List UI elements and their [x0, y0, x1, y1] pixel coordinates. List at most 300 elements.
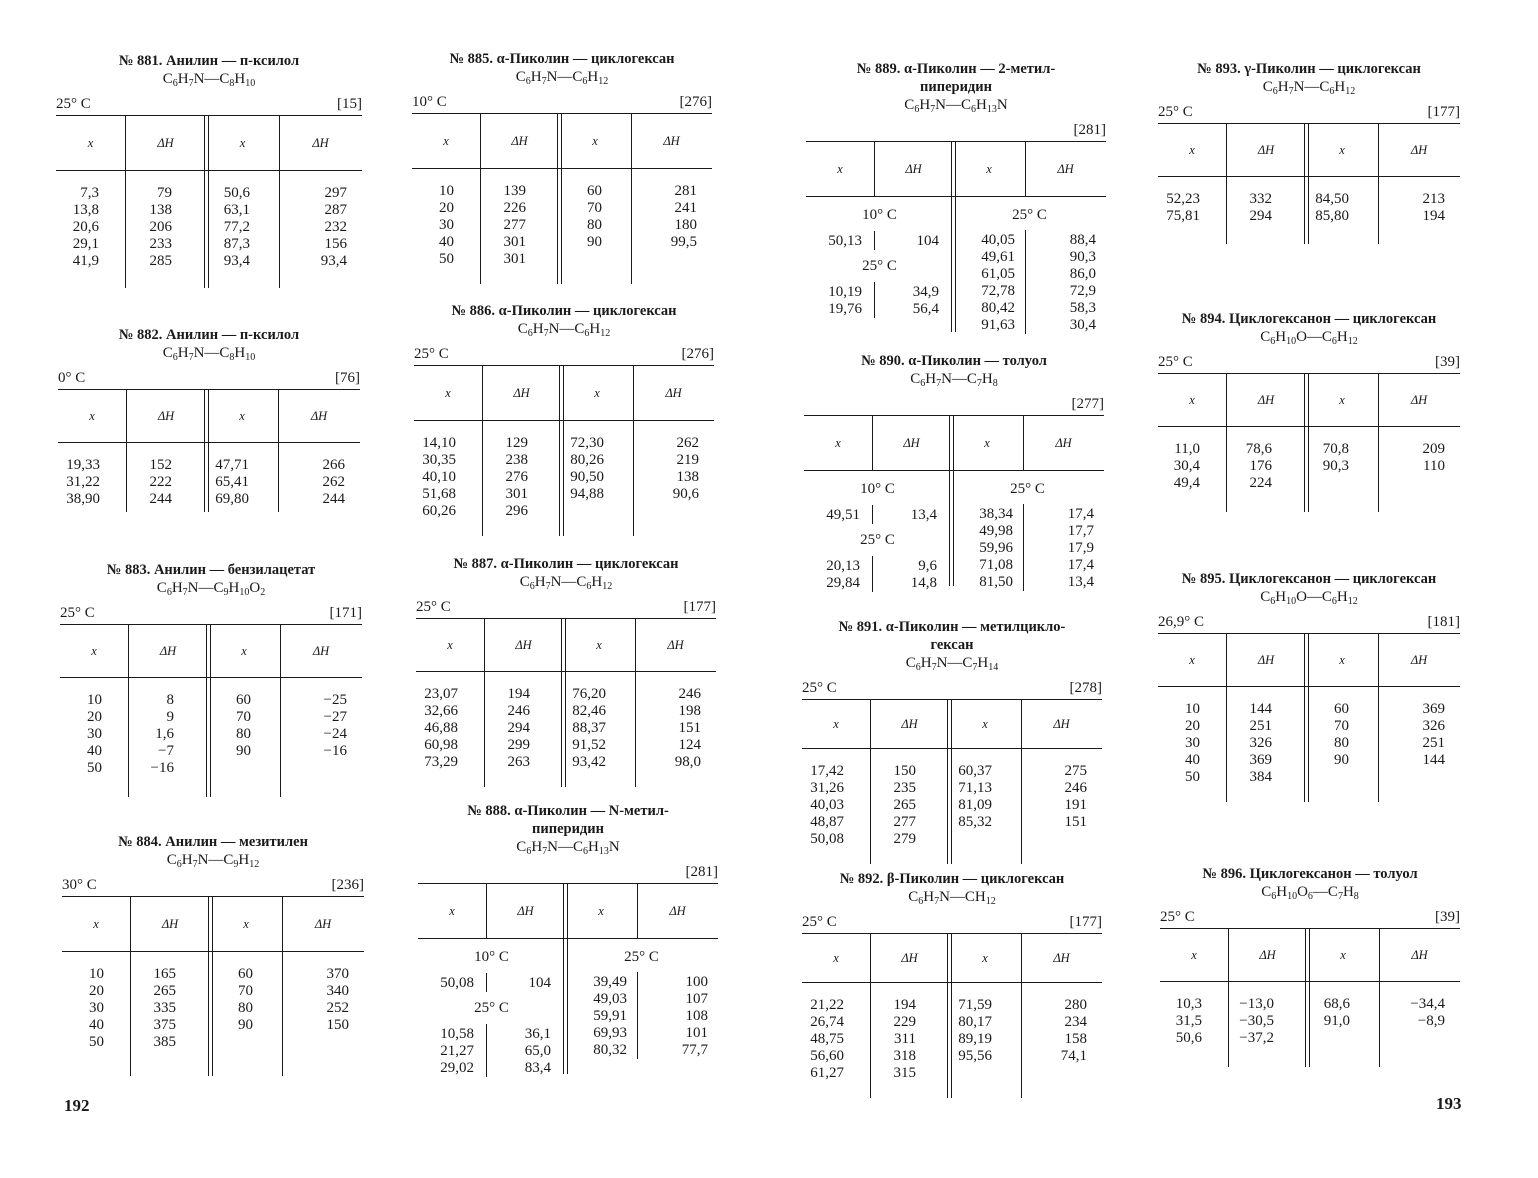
table-cell: 98,0 [674, 754, 701, 770]
table-header-row [806, 142, 1106, 197]
column-divider [128, 625, 129, 797]
table-cell: 311 [894, 1031, 916, 1047]
table-body [1160, 982, 1460, 1068]
table-cell: 91,0 [1323, 1013, 1350, 1029]
table-cell: 85,80 [1315, 208, 1349, 224]
chemical-formula: $C_6H_{10}O_6—C_7H_8$ [1261, 884, 1359, 902]
table-cell: 88,4 [1069, 232, 1096, 248]
table-cell: 91,52 [572, 737, 606, 753]
table-cell: 47,71 [215, 457, 249, 473]
column-header: x [447, 638, 453, 652]
column-divider [480, 114, 481, 284]
column-header: x [1339, 143, 1345, 157]
table-cell: 51,68 [422, 486, 456, 502]
column-header: x [984, 436, 990, 450]
table-body [58, 443, 360, 513]
column-header: x [449, 904, 455, 918]
table-cell: 50,6 [223, 185, 250, 201]
column-divider [557, 114, 562, 284]
temperature-label: 10° C [412, 94, 447, 110]
column-header: x [986, 162, 992, 176]
temperature-reference-row [1158, 611, 1460, 633]
table-cell: 7,3 [80, 185, 99, 201]
data-table [416, 618, 716, 788]
table-block-883 [60, 561, 362, 798]
temperature-label: 25° C [802, 680, 837, 696]
column-header: ΔH [905, 162, 922, 176]
table-cell: 287 [324, 202, 347, 218]
table-cell: 48,75 [810, 1031, 844, 1047]
table-cell: −16 [150, 760, 174, 776]
chemical-formula: $C_6H_7N—C_9H_{12}$ [166, 852, 260, 870]
column-divider [1226, 374, 1227, 512]
column-header: x [1189, 653, 1195, 667]
table-title-continued: гексан [930, 637, 974, 653]
column-divider [1305, 929, 1310, 1067]
table-cell: 150 [326, 1017, 349, 1033]
table-block-882 [58, 326, 360, 513]
table-body [1158, 427, 1460, 513]
table-cell: 276 [505, 469, 528, 485]
table-cell: 80 [236, 726, 251, 742]
data-table [1160, 928, 1460, 1068]
table-title: № 884. Анилин — мезитилен [118, 834, 308, 850]
column-divider [633, 366, 634, 536]
table-cell: 50 [87, 760, 102, 776]
column-divider [282, 897, 283, 1076]
chemical-formula: $C_6H_7N—C_8H_{10}$ [162, 71, 256, 89]
table-body [418, 939, 718, 1075]
table-cell: 50,13 [828, 233, 862, 249]
column-header: ΔH [901, 717, 918, 731]
table-cell: 61,05 [981, 266, 1015, 282]
table-cell: 48,87 [810, 814, 844, 830]
table-cell: 281 [674, 183, 697, 199]
table-header-row [804, 416, 1104, 471]
table-cell: 280 [1064, 997, 1087, 1013]
temperature-reference-row [1158, 351, 1460, 373]
temperature-reference-row [416, 596, 716, 618]
table-cell: 17,9 [1067, 540, 1094, 556]
column-header: ΔH [314, 917, 332, 931]
table-cell: 21,22 [810, 997, 844, 1013]
table-header-row [1160, 929, 1460, 982]
table-cell: 108 [685, 1008, 708, 1024]
table-cell: 370 [326, 966, 349, 982]
table-block-893 [1158, 60, 1460, 245]
column-header: x [833, 951, 839, 965]
temperature-label: 25° C [416, 599, 451, 615]
temperature-label: 25° C [1160, 909, 1195, 925]
table-cell: 8 [166, 692, 174, 708]
table-cell: 40,05 [981, 232, 1015, 248]
table-cell: 229 [893, 1014, 916, 1030]
table-header-row [414, 366, 714, 421]
table-cell: 78,6 [1245, 441, 1272, 457]
reference-label: [277] [1071, 396, 1104, 412]
table-header-row [412, 114, 712, 169]
table-cell: −34,4 [1410, 996, 1445, 1012]
table-cell: 82,46 [572, 703, 606, 719]
table-cell: 1,6 [155, 726, 174, 742]
table-cell: 233 [149, 236, 172, 252]
table-cell: 93,4 [223, 253, 250, 269]
temperature-reference-row [806, 119, 1106, 141]
table-cell: 69,93 [593, 1025, 627, 1041]
chemical-formula: $C_6H_7N—C_6H_{12}$ [519, 574, 613, 592]
table-cell: 265 [893, 797, 916, 813]
table-cell: 21,27 [440, 1043, 474, 1059]
table-cell: 41,9 [72, 253, 99, 269]
column-header: ΔH [665, 386, 682, 400]
column-header: ΔH [513, 386, 530, 400]
chemical-formula: $C_6H_{10}O—C_6H_{12}$ [1260, 589, 1358, 607]
temperature-reference-row [414, 343, 714, 365]
group-divider [1023, 504, 1024, 591]
table-cell: 151 [678, 720, 701, 736]
column-divider [206, 625, 211, 797]
table-cell: 50 [89, 1034, 104, 1050]
table-cell: −27 [323, 709, 347, 725]
column-divider [130, 897, 131, 1076]
group-divider [874, 231, 875, 250]
group-temperature-label: 25° C [624, 949, 659, 965]
table-block-895 [1158, 570, 1460, 803]
data-table [62, 896, 364, 1077]
table-cell: 266 [322, 457, 345, 473]
column-header: ΔH [161, 917, 179, 931]
column-header: x [596, 638, 602, 652]
column-divider [635, 619, 636, 787]
data-table [806, 141, 1106, 333]
table-title: № 891. α-Пиколин — метилцикло- [838, 619, 1066, 635]
column-divider [1304, 124, 1309, 244]
column-header: ΔH [515, 638, 532, 652]
table-cell: 90,6 [672, 486, 699, 502]
table-cell: 107 [685, 991, 708, 1007]
table-cell: 180 [674, 217, 697, 233]
temperature-label: 25° C [60, 605, 95, 621]
table-cell: −8,9 [1417, 1013, 1445, 1029]
table-cell: 262 [322, 474, 345, 490]
table-cell: −7 [158, 743, 174, 759]
table-cell: 246 [1064, 780, 1087, 796]
table-cell: 80,42 [981, 300, 1015, 316]
column-divider [204, 116, 209, 288]
table-cell: 80,32 [593, 1042, 627, 1058]
table-block-896 [1160, 865, 1460, 1068]
group-divider [872, 505, 873, 524]
group-temperature-label: 25° C [862, 258, 897, 274]
temperature-reference-row [418, 861, 718, 883]
table-cell: 194 [1422, 208, 1445, 224]
table-header-row [58, 390, 360, 443]
column-divider [278, 390, 279, 512]
table-cell: 294 [1249, 208, 1272, 224]
table-cell: 50 [439, 251, 454, 267]
table-cell: 31,5 [1175, 1013, 1202, 1029]
table-cell: 40,10 [422, 469, 456, 485]
reference-label: [281] [685, 864, 718, 880]
column-divider [1226, 634, 1227, 802]
table-cell: 49,51 [826, 507, 860, 523]
table-header-row [60, 625, 362, 678]
column-header: x [1189, 143, 1195, 157]
table-cell: 30 [439, 217, 454, 233]
column-header: x [1189, 393, 1195, 407]
table-cell: 23,07 [424, 686, 458, 702]
reference-label: [278] [1069, 680, 1102, 696]
table-cell: 198 [678, 703, 701, 719]
reference-label: [236] [331, 877, 364, 893]
table-cell: 10,3 [1175, 996, 1202, 1012]
table-cell: 369 [1422, 701, 1445, 717]
table-cell: 138 [676, 469, 699, 485]
column-header: ΔH [1257, 653, 1275, 667]
table-cell: 49,61 [981, 249, 1015, 265]
table-cell: 88,37 [572, 720, 606, 736]
table-block-891 [802, 618, 1102, 865]
temperature-reference-row [412, 91, 712, 113]
table-cell: 70,8 [1322, 441, 1349, 457]
table-cell: 384 [1249, 769, 1272, 785]
table-cell: 10 [1185, 701, 1200, 717]
chemical-formula: $C_6H_7N—C_7H_{14}$ [905, 655, 999, 673]
table-title: № 890. α-Пиколин — толуол [861, 353, 1047, 369]
table-cell: 40 [89, 1017, 104, 1033]
table-cell: 71,08 [979, 557, 1013, 573]
group-temperature-label: 25° C [860, 532, 895, 548]
temperature-reference-row [802, 677, 1102, 699]
table-cell: 76,20 [572, 686, 606, 702]
column-header: ΔH [1257, 393, 1275, 407]
column-header: ΔH [901, 951, 918, 965]
group-temperature-label: 10° C [474, 949, 509, 965]
table-cell: 144 [1249, 701, 1272, 717]
column-header: x [837, 162, 843, 176]
table-cell: 90,3 [1322, 458, 1349, 474]
column-header: ΔH [1410, 143, 1428, 157]
chemical-formula: $C_6H_7N—C_7H_8$ [910, 371, 998, 389]
chemical-formula: $C_6H_7N—C_9H_{10}O_2$ [156, 580, 266, 598]
table-cell: 11,0 [1174, 441, 1200, 457]
table-cell: 72,9 [1069, 283, 1096, 299]
table-cell: 285 [149, 253, 172, 269]
column-divider [870, 934, 871, 1098]
table-cell: 244 [149, 491, 172, 507]
temperature-label: 25° C [1158, 104, 1193, 120]
column-header: x [239, 136, 246, 150]
table-cell: 246 [507, 703, 530, 719]
column-header: x [239, 409, 245, 423]
table-cell: 31,26 [810, 780, 844, 796]
column-divider [563, 884, 568, 1074]
table-cell: 10,19 [828, 284, 862, 300]
table-cell: 60,26 [422, 503, 456, 519]
table-cell: 74,1 [1060, 1048, 1087, 1064]
table-cell: 60,37 [958, 763, 992, 779]
table-cell: 129 [505, 435, 528, 451]
table-cell: 80,26 [570, 452, 604, 468]
table-cell: 90 [1334, 752, 1349, 768]
table-body [1158, 177, 1460, 245]
table-header-row [1158, 634, 1460, 687]
column-divider [486, 884, 487, 938]
temperature-reference-row [802, 911, 1102, 933]
table-cell: 277 [893, 814, 916, 830]
table-cell: 52,23 [1166, 191, 1200, 207]
table-cell: 17,4 [1067, 506, 1094, 522]
table-cell: 326 [1422, 718, 1445, 734]
column-header: ΔH [157, 136, 174, 150]
column-header: x [833, 717, 839, 731]
reference-label: [177] [1427, 104, 1460, 120]
temperature-label: 30° C [62, 877, 97, 893]
table-cell: 34,9 [912, 284, 939, 300]
column-divider [947, 934, 952, 1098]
column-divider [631, 114, 632, 284]
table-cell: 46,88 [424, 720, 458, 736]
table-title: № 888. α-Пиколин — N-метил- [467, 803, 669, 819]
column-header: x [594, 386, 600, 400]
column-divider [1228, 929, 1229, 1067]
column-divider [637, 884, 638, 938]
table-header-row [802, 700, 1102, 749]
table-title: № 882. Анилин — п-ксилол [118, 327, 300, 343]
table-cell: 275 [1064, 763, 1087, 779]
table-body [804, 471, 1104, 591]
table-cell: 318 [893, 1048, 916, 1064]
column-divider [280, 625, 281, 797]
table-block-887 [416, 555, 716, 788]
table-cell: 75,81 [1166, 208, 1200, 224]
chemical-formula: $C_6H_{10}O—C_6H_{12}$ [1260, 329, 1358, 347]
table-cell: 301 [503, 251, 526, 267]
table-cell: 335 [153, 1000, 176, 1016]
table-cell: 20,6 [72, 219, 99, 235]
column-header: ΔH [663, 134, 680, 148]
table-cell: 91,63 [981, 317, 1015, 333]
table-cell: 151 [1064, 814, 1087, 830]
table-cell: 70 [238, 983, 253, 999]
table-cell: 100 [685, 974, 708, 990]
column-divider [561, 619, 566, 787]
temperature-label: 26,9° C [1158, 614, 1205, 630]
temperature-reference-row [1160, 906, 1460, 928]
table-title: № 881. Анилин — п-ксилол [118, 53, 300, 69]
table-cell: 296 [505, 503, 528, 519]
temperature-reference-row [1158, 101, 1460, 123]
table-block-890 [804, 352, 1104, 591]
column-divider [1304, 374, 1309, 512]
table-cell: 60,98 [424, 737, 458, 753]
table-cell: 241 [674, 200, 697, 216]
column-header: ΔH [1057, 162, 1074, 176]
table-cell: 59,91 [593, 1008, 627, 1024]
table-body [414, 421, 714, 537]
table-cell: 209 [1422, 441, 1445, 457]
column-header: ΔH [667, 638, 684, 652]
table-cell: 80 [587, 217, 602, 233]
column-header: x [1340, 948, 1346, 962]
table-cell: 138 [149, 202, 172, 218]
group-divider [637, 972, 638, 1059]
column-header: ΔH [903, 436, 920, 450]
table-cell: 219 [676, 452, 699, 468]
column-divider [1304, 634, 1309, 802]
table-cell: 19,76 [828, 301, 862, 317]
table-cell: 244 [322, 491, 345, 507]
table-cell: 246 [678, 686, 701, 702]
column-header: x [982, 717, 988, 731]
column-divider [870, 700, 871, 864]
table-cell: 99,5 [670, 234, 697, 250]
table-cell: 50,08 [440, 975, 474, 991]
table-cell: 369 [1249, 752, 1272, 768]
table-cell: 90,3 [1069, 249, 1096, 265]
table-cell: 85,32 [958, 814, 992, 830]
column-header: x [1339, 653, 1345, 667]
chemical-formula: $C_6H_7N—C_6H_{13}N$ [904, 97, 1008, 115]
temperature-label: 0° C [58, 370, 86, 386]
table-cell: 65,0 [524, 1043, 551, 1059]
column-divider [947, 700, 952, 864]
table-cell: 81,50 [979, 574, 1013, 590]
table-cell: 80 [238, 1000, 253, 1016]
table-cell: 29,02 [440, 1060, 474, 1076]
table-cell: 139 [503, 183, 526, 199]
table-cell: 81,09 [958, 797, 992, 813]
column-divider [1023, 416, 1024, 470]
table-cell: 56,4 [912, 301, 939, 317]
table-cell: 279 [893, 831, 916, 847]
table-cell: 70 [1334, 718, 1349, 734]
table-cell: 19,33 [66, 457, 100, 473]
reference-label: [276] [679, 94, 712, 110]
table-cell: 30 [87, 726, 102, 742]
table-cell: 194 [507, 686, 530, 702]
table-cell: 251 [1422, 735, 1445, 751]
table-cell: 26,74 [810, 1014, 844, 1030]
table-cell: 17,42 [810, 763, 844, 779]
table-cell: 20 [439, 200, 454, 216]
reference-label: [76] [335, 370, 360, 386]
table-cell: 375 [153, 1017, 176, 1033]
table-cell: 326 [1249, 735, 1272, 751]
reference-label: [39] [1435, 354, 1460, 370]
reference-label: [181] [1427, 614, 1460, 630]
table-cell: 80,17 [958, 1014, 992, 1030]
table-cell: 56,60 [810, 1048, 844, 1064]
column-divider [1226, 124, 1227, 244]
table-cell: 70 [236, 709, 251, 725]
table-cell: 60 [587, 183, 602, 199]
table-cell: −30,5 [1239, 1013, 1274, 1029]
table-cell: 38,90 [66, 491, 100, 507]
column-divider [1025, 142, 1026, 196]
table-body [62, 952, 364, 1077]
data-table [804, 415, 1104, 591]
table-title: № 885. α-Пиколин — циклогексан [449, 51, 675, 67]
column-divider [1378, 374, 1379, 512]
column-header: x [241, 644, 247, 658]
table-cell: −37,2 [1239, 1030, 1274, 1046]
table-cell: 71,13 [958, 780, 992, 796]
table-cell: 49,4 [1173, 475, 1200, 491]
table-cell: 191 [1064, 797, 1087, 813]
table-cell: 194 [893, 997, 916, 1013]
table-cell: 20 [89, 983, 104, 999]
